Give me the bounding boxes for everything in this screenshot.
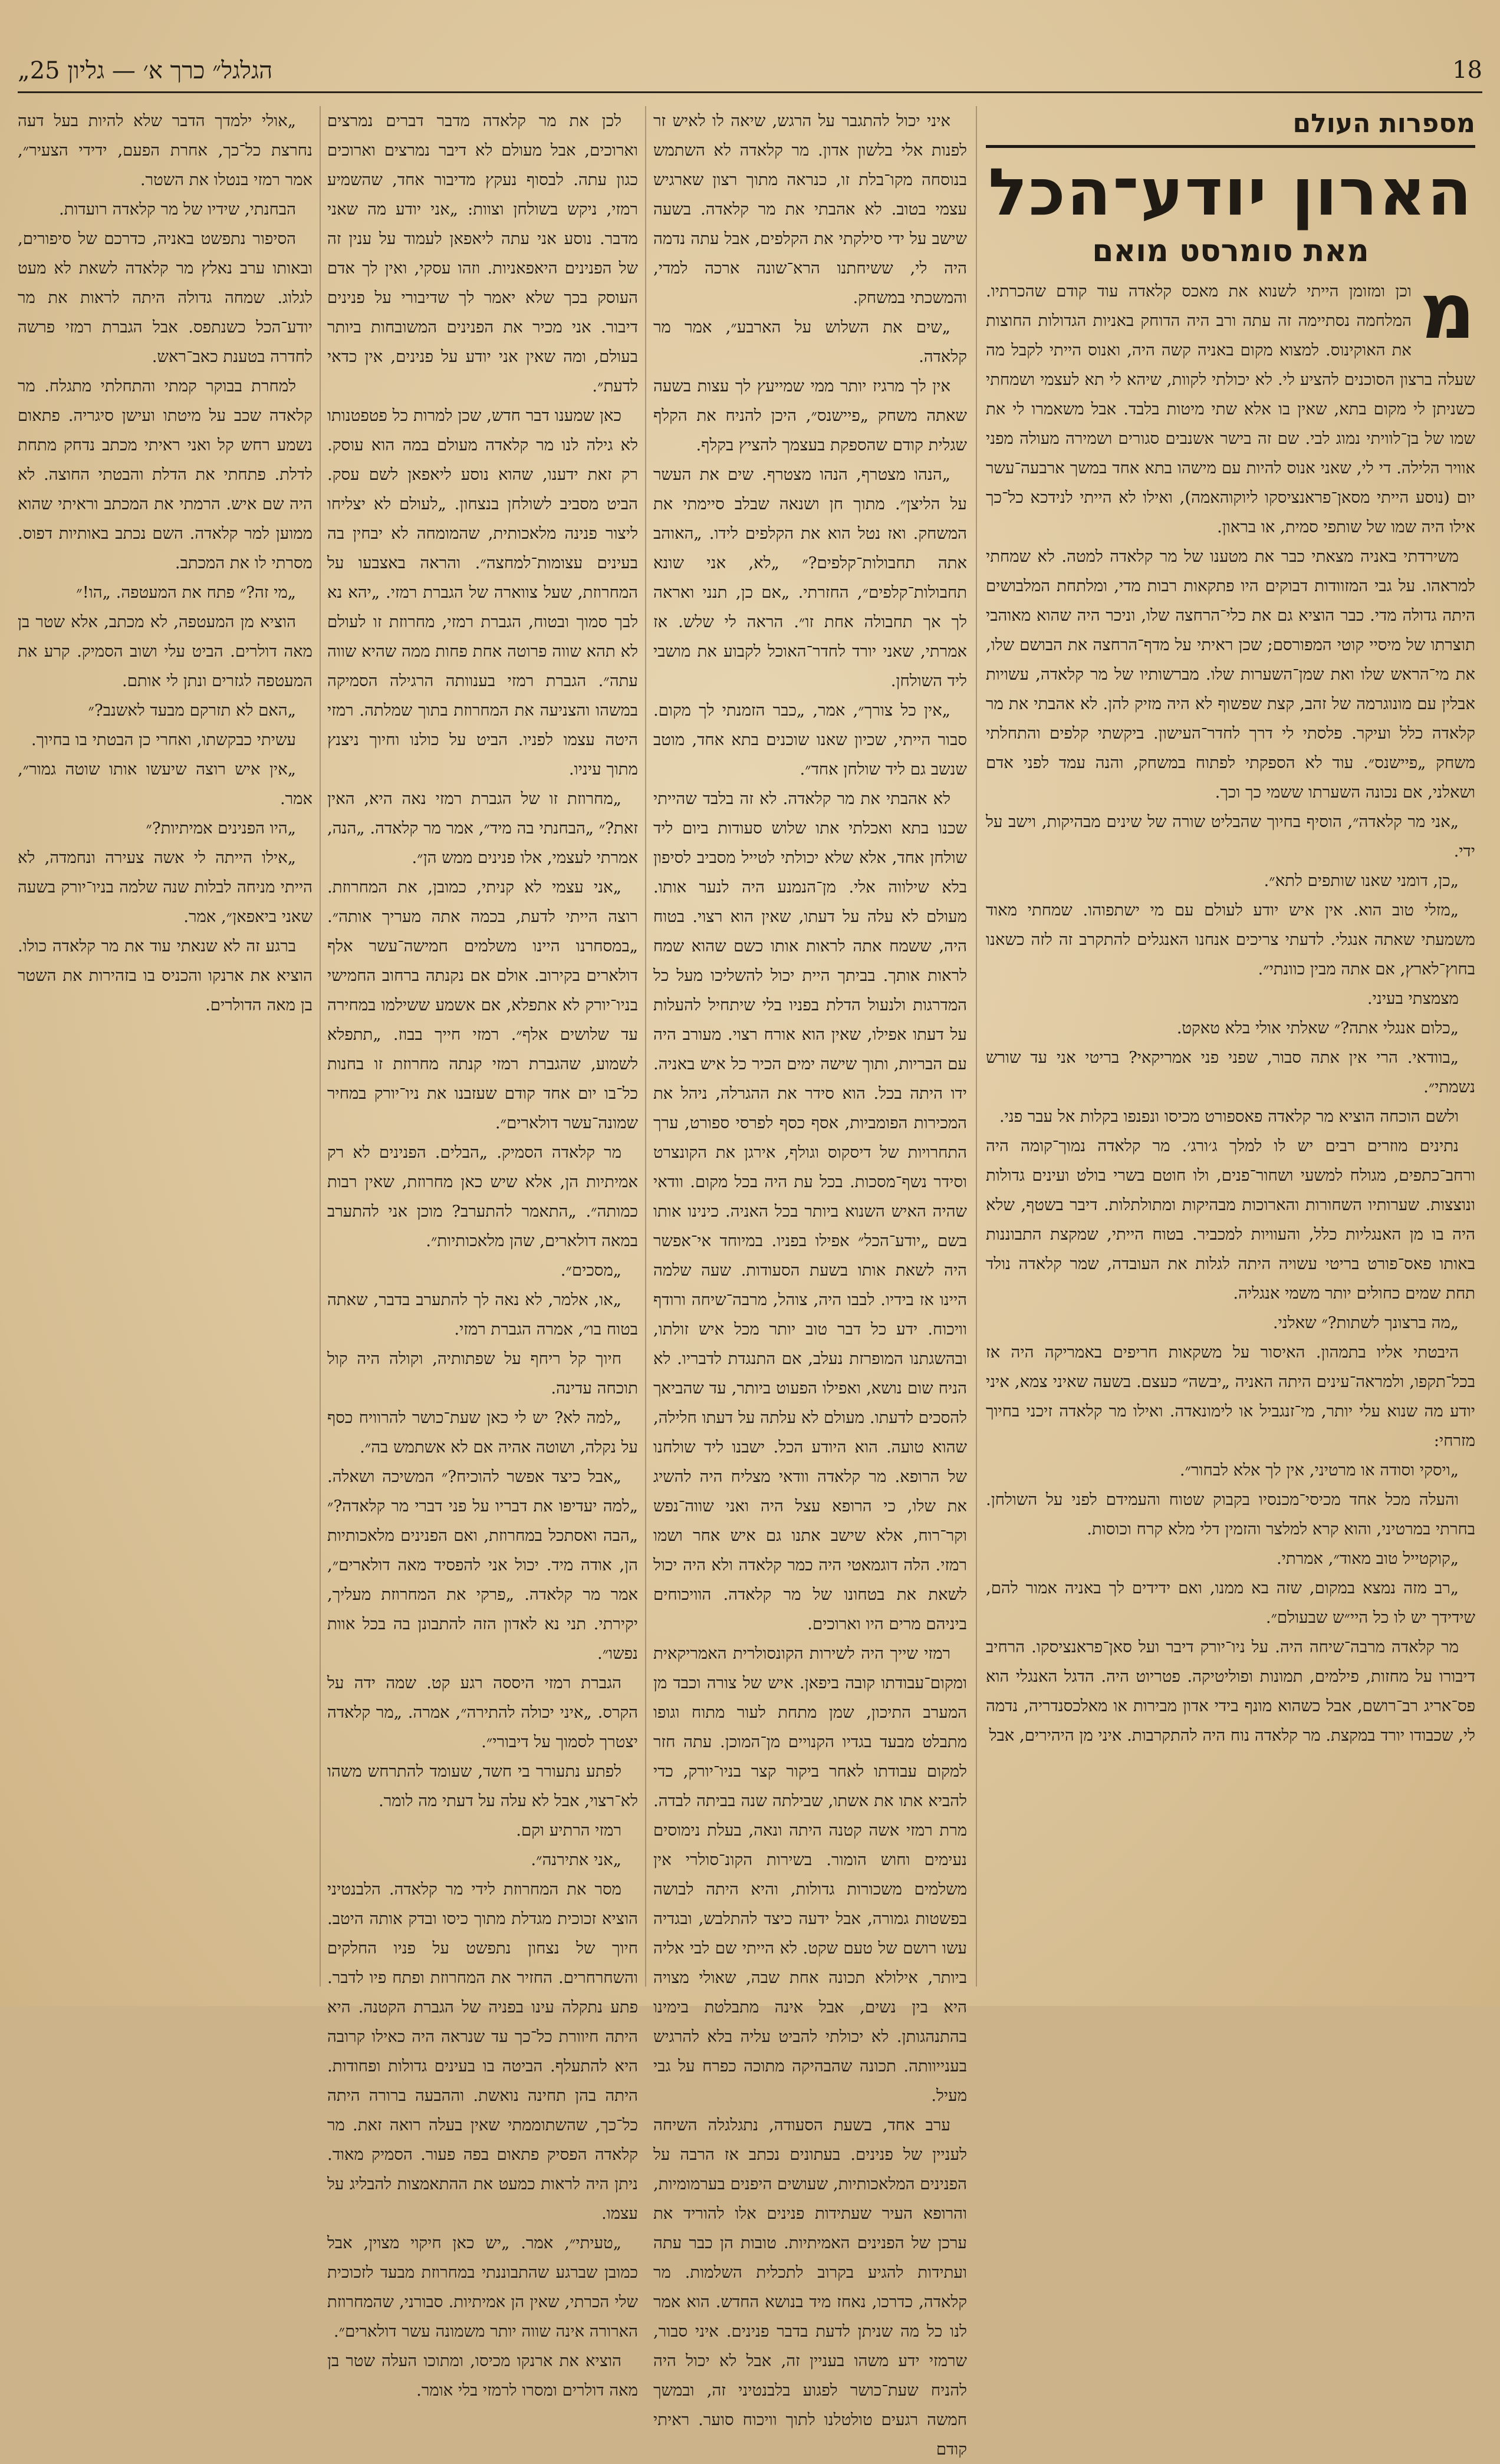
article-paragraph: הוציא מן המעטפה, לא מכתב, אלא שטר בן מאה דולרים. הביט עלי ושוב הסמיק. קרע את המעטפה לגזרים ונתן לי אותם. <box>18 612 312 690</box>
article-paragraph: „או, אלמר, לא נאה לך להתערב בדבר, שאתה בטוח בו״, אמרה הגברת רמזי. <box>327 1290 638 1339</box>
article-paragraph: „אין כל צורך״, אמר, „כבר הזמנתי לך מקום. סבור הייתי, שכיון שאנו שוכנים בתא אחד, מוטב שנשב גם ליד שולחן אחד״. <box>653 701 967 779</box>
article-paragraph: לכן את מר קלאדה מדבר דברים נמרצים וארוכים, אבל מעולם לא דיבר נמרצים וארוכים כגון עתה. לבסוף נעקץ מדיבור אחד, שהשמיע רמזי, ניקש בשולחן וצוות: „אני יודע מה שאני מדבר. נוסע אני עתה ליאפאן לעמוד על ענין זה של הפנינים היאפאניות. וזהו עסקי, ואין לך אדם העוסק בכך שלא יאמר לך שדיבורי על פנינים דיבור. אני מכיר את הפנינים המשובחות ביותר בעולם, ומה שאין אני יודע על פנינים, אין כדאי לדעת״. <box>327 111 638 396</box>
article-paragraph: „היו הפנינים אמיתיות?״ <box>146 819 296 838</box>
article-paragraph: מר קלאדה מרבה־שיחה היה. על ניו־יורק דיבר ועל סאן־פראנציסקו. הרחיב דיבורו על מחזות, פילמים, תמונות ופוליטיקה. פטריוט היה. הדגל האנגלי הוא פס־אריג רב־רושם, אבל כשהוא מונף בידי אדון מבירות או מאלכסנדריה, נדמה לי, שכבודו יורד במקצת. מר קלאדה נוח היה להתקרבות. איני מן היהירים, אבל <box>986 1638 1475 1745</box>
article-paragraph: „ויסקי וסודה או מרטיני, אין לך אלא לבחור״. <box>1179 1461 1459 1480</box>
article-paragraph: „אולי ילמדך הדבר שלא להיות בעל דעה נחרצת כל־כך, אחרת הפעם, ידידי הצעיר״, אמר רמזי בנטלו את השטר. <box>18 111 312 189</box>
section-rule <box>986 145 1475 148</box>
article-paragraph: „אילו הייתה לי אשה צעירה ונחמדה, לא הייתי מניחה לבלות שנה שלמה בניו־יורק בשעה שאני ביאפאן״, אמר. <box>18 848 312 926</box>
article-paragraph: „כלום אנגלי אתה?״ שאלתי אולי בלא טאקט. <box>1176 1019 1459 1037</box>
article-paragraph: „הנהו מצטרף, הנהו מצטרף. שים את העשר על הליצן״. מתוך חן ושנאה שבלב סיימתי את המשחק. ואז נטל הוא את הקלפים לידו. „האוהב אתה תחבולות־קלפים?״ „לא, אני שונא תחבולות־קלפים״, החזרתי. „אם כן, תנני ואראה לך אך תחבולה אחת זו״. הראה לי שלש. אז אמרתי, שאני יורד לחדר־האוכל לקבוע את מושבי ליד השולחן. <box>653 465 967 690</box>
article-paragraph: וכן ומזומן הייתי לשנוא את מאכס קלאדה עוד קודם שהכרתיו. המלחמה נסתיימה זה עתה ורב היה הדוחק באניות הגדולות החוצות את האוקינוס. למצוא מקום באניה קשה היה, ואנוס הייתי לקבל מה שעלה ברצון הסוכנים להציע לי. לא יכולתי לקוות, שיהא לי תא לעצמי ושמחתי כשניתן לי מקום בתא, שאין בו אלא שתי מיטות בלבד. אבל משאמרו לי את שמו של בן־לוויתי נמוג לבי. שם זה בישר אשנבים סגורים ושמירה מעולה מפני אוויר הלילה. די לי, שאני אנוס להיות עם מישהו בתא אחד במשך ארבעה־עשר יום (נוסע הייתי מסאן־פראנציסקו ליוקוהאמה), ואילו לא הייתי לנידכא כל־כך אילו היה שמו של שותפי סמית, או בראון. <box>986 282 1475 536</box>
article-paragraph: ערב אחד, בשעת הסעודה, נתגלגלה השיחה לעניין של פנינים. בעתונים נכתב אז הרבה על הפנינים המלאכותיות, שעושים היפנים בערמומיות, והרופא העיר שעתידות פנינים אלו להוריד את ערכן של הפנינים האמיתיות. טובות הן כבר עתה ועתידות להגיע בקרוב לתכלית השלמות. מר קלאדה, כדרכו, נאחז מיד בנושא החדש. הוא אמר לנו כל מה שניתן לדעת בדבר פנינים. איני סבור, שרמזי ידע משהו בעניין זה, אבל לא יכול היה להניח שעת־כושר לפגוע בלבנטיני זה, ובמשך חמשה רגעים טולטלנו לתוך וויכוח סוער. ראיתי קודם <box>653 2116 967 2459</box>
section-label: מספרות העולם <box>1292 108 1475 139</box>
column-4-body <box>18 106 312 1020</box>
article-paragraph: הסיפור נתפשט באניה, כדרכם של סיפורים, ובאותו ערב נאלץ מר קלאדה לשאת לא מעט לגלוג. שמחה גדולה היתה לראות את מר יודע־הכל כשנתפס. אבל הגברת רמזי פרשה לחדרה בטענת כאב־ראש. <box>18 229 312 366</box>
article-paragraph: „אני עצמי לא קניתי, כמובן, את המחרוזת. רוצה הייתי לדעת, בכמה אתה מעריך אותה״. „במסחרנו היינו משלמים חמישה־עשר אלף דולארים בקירוב. אולם אם נקנתה ברחוב החמישי בניו־יורק לא אתפלא, אם אשמע ששילמו במחירה עד שלושים אלף״. רמזי חייך בבוז. „תתפלא לשמוע, שהגברת רמזי קנתה מחרוזת זו בחנות כל־בו יום אחד קודם שעזבנו את ניו־יורק במחיר שמונה־עשר דולארים״. <box>327 878 638 1132</box>
article-paragraph: „רב מזה נמצא במקום, שזה בא ממנו, ואם ידידים לך באניה אמור להם, שידידך יש לו כל היי״ש שבעולם״. <box>986 1579 1475 1627</box>
column-2-body <box>653 106 967 2464</box>
article-paragraph: „אבל כיצד אפשר להוכיח?״ המשיכה ושאלה. „למה יעדיפו את דבריו על פני דברי מר קלאדה?״ „הבה ואסתכל במחרוזת, ואם הפנינים מלאכותיות הן, אודה מיד. יכול אני להפסיד מאה דולארים״, אמר מר קלאדה. „פרקי את המחרוזת מעליך, יקירתי. תני נא לאדון הזה להתבונן בה בכל אוות נפשו״. <box>327 1467 638 1663</box>
column-3-body <box>327 106 638 2405</box>
column-1-body <box>986 266 1476 1750</box>
article-paragraph: נתינים מוזרים רבים יש לו למלך ג׳ורג׳. מר קלאדה נמוך־קומה היה ורחב־כתפים, מגולח למשעי ושחור־פנים, ולו חוטם בשרי בולט ועינים גדולות ונוצצות. שערותיו השחורות והארוכות מבהיקות ומתולתלות. דיבר בשטף, שלא היה בו מן האנגליות כלל, והעוויות למכביר. בטוח הייתי, שמקצת התבוננות באותו פאס־פורט בריטי עשויה היתה לגלות את העובדה, שמר קלאדה נולד תחת שמים כחולים יותר משמי אנגליה. <box>986 1137 1476 1303</box>
article-paragraph: אין לך מרגיז יותר ממי שמייעץ לך עצות בשעה שאתה משחק „פיישנס״, היכן להניח את הקלף שגלית קודם שהספקת בעצמך להציץ בקלף. <box>653 377 967 454</box>
article-paragraph: „בוודאי. הרי אין אתה סבור, שפני פני אמריקאי? בריטי אני עד שורש נשמתי״. <box>986 1048 1475 1096</box>
column-rule <box>976 106 977 1987</box>
article-paragraph: הבחנתי, שידיו של מר קלאדה רועדות. <box>58 200 296 219</box>
article-paragraph: „קוקטייל טוב מאוד״, אמרתי. <box>1276 1549 1459 1568</box>
column-2 <box>653 106 967 2459</box>
article-paragraph: ברגע זה לא שנאתי עוד את מר קלאדה כולו. הוציא את ארנקו והכניס בו בזהירות את השטר בן מאה הדולרים. <box>18 937 312 1014</box>
article-paragraph: „מחרוזת זו של הגברת רמזי נאה היא, האין זאת?״ „הבחנתי בה מיד״, אמר מר קלאדה. „הנה, אמרתי לעצמי, אלו פנינים ממש הן״. <box>327 789 638 867</box>
article-paragraph: למחרת בבוקר קמתי והתחלתי מתגלח. מר קלאדה שכב על מיטתו ועישן סיגריה. פתאום נשמע רחש קל ואני ראיתי מכתב נדחק מתחת לדלת. פתחתי את הדלת והבטתי החוצה. לא היה שם איש. הרמתי את המכתב וראיתי שהוא ממוען למר קלאדה. השם נכתב באותיות דפוס. מסרתי לו את המכתב. <box>18 377 312 572</box>
article-paragraph: ולשם הוכחה הוציא מר קלאדה פאספורט מכיסו ונפנפו בקלות אל עבר פני. <box>999 1107 1459 1126</box>
article-paragraph: מר קלאדה הסמיק. „הבלים. הפנינים לא רק אמיתיות הן, אלא שיש כאן מחרוזת, שאין רבות כמותה״. „התאמר להתערב? מוכן אני להתערב במאה דולארים, שהן מלאכותיות״. <box>327 1143 638 1250</box>
article-paragraph: מסר את המחרוזת לידי מר קלאדה. הלבנטיני הוציא זכוכית מגדלת מתוך כיסו ובדק אותה היטב. חיוך של נצחון נתפשט על פניו החלקים והשחרחרים. החזיר את המחרוזת ופתח פיו לדבר. פתע נתקלה עינו בפניה של הגברת הקטנה. היא היתה חיוורת כל־כך עד שנראה היה כאילו קרובה היא להתעלף. הביטה בו בעינים גדולות ופחודות. היתה בהן תחינה נואשת. וההבעה ברורה היתה כל־כך, שהשתוממתי שאין בעלה רואה זאת. מר קלאדה הפסיק פתאום בפה פעור. הסמיק מאוד. ניתן היה לראות כמעט את ההתאמצות להבליג על עצמו. <box>327 1880 638 2223</box>
article-paragraph: „מסכים״. <box>560 1261 621 1280</box>
article-paragraph: „מי זה?״ פתח את המעטפה. „הו!״ <box>76 583 296 602</box>
page-number: 18 <box>1452 57 1482 84</box>
article-paragraph: מצמצתי בעיני. <box>1367 989 1459 1008</box>
article-paragraph: רמזי הרתיע וקם. <box>516 1821 621 1840</box>
article-paragraph: לא אהבתי את מר קלאדה. לא זה בלבד שהייתי שכנו בתא ואכלתי אתו שלוש סעודות ביום ליד שולחן אחד, אלא שלא יכולתי לטייל מסביב לסיפון בלא שילווה אלי. מן־הנמנע היה לנער אותו. מעולם לא עלה על דעתו, שאין הוא רצוי. בטוח היה, ששמח אתה לראות אותו כשם שהוא שמח לראות אותך. בביתך היית יכול להשליכו מעל כל המדרגות ולנעול הדלת בפניו בלי שיתחיל להעלות על דעתו אפילו, שאין הוא אורח רצוי. מעורב היה עם הבריות, ותוך שישה ימים הכיר כל איש באניה. ידו היתה בכל. הוא סידר את ההגרלה, ניהל את המכירות הפומביות, אסף כסף לפרסי ספורט, ערך התחרויות של דיסקוס וגולף, אירגן את הקונצרט וסידר נשף־מסכות. בכל עת היה בכל מקום. וודאי שהיה האיש השנוא ביותר בכל האניה. כינינו אותו בשם „יודע־הכל״ אפילו בפניו. במיוחד אי־אפשר היה לשאת אותו בשעת הסעודות. שעה שלמה היינו אז בידיו. לבבו היה, צוהל, מרבה־שיחה ורודף וויכוח. ידע כל דבר טוב יותר מכל איש זולתו, ובהשגתנו המופרזת נעלב, אם התנגדת לדבריו. לא הניח שום נושא, ואפילו הפעוט ביותר, עד שהביאך להסכים לדעתו. מעולם לא עלתה על דעתו חלילה, שהוא טועה. הוא היודע הכל. ישבנו ליד שולחנו של הרופא. מר קלאדה וודאי מצליח היה להשיג את שלו, כי הרופא עצל היה ואני שווה־נפש וקר־רוח, אלא שישב אתנו גם איש אחר ושמו רמזי. הלה דוגמאטי היה כמר קלאדה ולא היה יכול לשאת את בטחונו של מר קלאדה. הוויכוחים ביניהם מרים היו וארוכים. <box>653 789 967 1633</box>
column-3 <box>327 106 638 2400</box>
article-paragraph: „טעיתי״, אמר. „יש כאן חיקוי מצוין, אבל כמובן שברגע שהתבוננתי במחרוזת מבעד לזכוכית שלי הכרתי, שאין הן אמיתיות. סבורני, שהמחרוזת הארורה אינה שווה יותר משמונה עשר דולארים״. <box>327 2234 638 2341</box>
article-paragraph: חיוך קל ריחף על שפתותיה, וקולה היה קול תוכחה עדינה. <box>327 1349 638 1398</box>
article-paragraph: „אין איש רוצה שיעשו אותו שוטה גמור״, אמר. <box>18 760 312 808</box>
article-paragraph: והעלה מכל אחד מכיסי־מכנסיו בקבוק שטוח והעמידם לפני על השולחן. בחרתי במרטיני, והוא קרא למלצר והזמין דלי מלא קרח וכוסות. <box>986 1490 1475 1539</box>
article-paragraph: היבטתי אליו בתמהון. האיסור על משקאות חריפים באמריקה היה אז בכל־תקפו, ולמראה־עינים היתה האניה „יבשה״ כעצם. בשעה שאיני צמא, איני יודע מה שנוא עלי יותר, מי־זנגביל או לימונאדה. ואילו מר קלאדה זיכני בחיוך מזרחי: <box>986 1343 1475 1450</box>
header-rule <box>18 91 1482 93</box>
article-paragraph: עשיתי כבקשתו, ואחרי כן הבטתי בו בחיוך. <box>31 730 296 749</box>
article-paragraph: הגברת רמזי היססה רגע קט. שמה ידה על הקרס. „איני יכולה להתירה״, אמרה. „מר קלאדה יצטרך לסמוך על דיבורי״. <box>327 1674 638 1751</box>
article-paragraph: „כן, דומני שאנו שותפים לתא״. <box>1264 871 1459 890</box>
article-paragraph: כאן שמענו דבר חדש, שכן למרות כל פטפטנותו לא גילה לנו מר קלאדה מעולם במה הוא עוסק. רק זאת ידענו, שהוא נוסע ליאפאן לשם עסק. הביט מסביב לשולחן בנצחון. „לעולם לא יצליחו ליצור פנינה מלאכותית, שהמומחה לא יבחין בה בעינים עצומות־למחצה״. והראה באצבעו על המחרוזת, שעל צווארה של הגברת רמזי. „יהא נא לבך סמוך ובטוח, הגברת רמזי, מחרוזת זו לעולם לא תהא שווה פרוטה אחת פחות ממה שהיא שווה עתה״. הגברת רמזי בענוותה הרגילה הסמיקה במשהו והצניעה את המחרוזת בתוך שמלתה. רמזי היטה עצמו לפניו. הביט על כולנו וחיוך ניצנץ מתוך עיניו. <box>327 406 638 779</box>
article-paragraph: לפתע נתעורר בי חשד, שעומד להתרחש משהו לא־רצוי, אבל לא עלה על דעתי מה לומר. <box>327 1762 638 1810</box>
column-rule <box>645 106 646 1987</box>
byline: מאת סומרסט מואם <box>1092 233 1369 269</box>
column-1 <box>986 106 1475 1981</box>
drop-cap: מ <box>1419 266 1475 356</box>
article-paragraph: „מה ברצונך לשתות?״ שאלני. <box>1272 1313 1459 1332</box>
column-4 <box>18 106 312 1981</box>
article-paragraph: משירדתי באניה מצאתי כבר את מטענו של מר קלאדה למטה. לא שמחתי למראהו. על גבי המזוודות דבוקים היו פתקאות רבות מדי, ומלתחת המלבושים היתה גדולה מדי. כבר הוציא גם את כלי־הרחצה שלו, וניכר היה שהוא מאוהבי תוצרתו של מיסיי קוטי המפורסם; שכן ראיתי על מדף־הרחצה את הבושם שלו, את מי־הראש שלו ואת שמן־השערות שלו. מברשותיו של מר קלאדה, עשויות אבלין עם מונוגרמה של זהב, קצת שפשוף לא היה מזיק להן. לא אהבתי את מר קלאדה כלל ועיקר. פלסתי לי דרך לחדר־העישון. ביקשתי קלפים והתחלתי משחק „פיישנס״. עוד לא הספקתי לפתוח במשחק, והנה עמד לפני אדם ושאלני, אם נכונה השערתו ששמי כך וכך. <box>986 547 1475 802</box>
article-paragraph: „שים את השלוש על הארבע״, אמר מר קלאדה. <box>653 318 967 366</box>
article-paragraph: „האם לא תזרקם מבעד לאשנב?״ <box>88 701 296 720</box>
article-paragraph: „אני אתירנה״. <box>531 1850 621 1869</box>
article-paragraph: רמזי שייך היה לשירות הקונסולרית האמריקאית ומקום־עבודתו קובה ביפאן. איש של צורה וכבד מן המערב התיכון, שמן מתחת לעור מתוח וגופו מתבלט מבעד בגדיו הקנויים מן־המוכן. עתה חזר למקום עבודתו לאחר ביקור קצר בניו־יורק, כדי להביא אתו את אשתו, שבילתה שנה בביתה לבדה. מרת רמזי אשה קטנה היתה ונאה, בעלת נימוסים נעימים וחוש הומור. בשירות הקונ־סולרי אין משלמים משכורות גדולות, והיא היתה לבושה בפשטות גמורה, אבל ידעה כיצד להתלבש, ובגדיה עשו רושם של טעם שקט. לא הייתי שם לבי אליה ביותר, אילולא תכונה אחת שבה, שאולי מצויה היא בין נשים, אבל אינה מתבלטת בימינו בהתנהגותן. לא יכולתי להביט עליה בלא להרגיש בענייוותה. תכונה שהבהיקה מתוכה כפרח על גבי מעיל. <box>653 1644 967 2105</box>
article-paragraph: „מזלי טוב הוא. אין איש יודע לעולם עם מי ישתפוהו. שמחתי מאוד משמעתי שאתה אנגלי. לדעתי צריכים אנחנו האנגלים להתקרב זה לזה כשאנו בחוץ־לארץ, אם אתה מבין כוונתי״. <box>986 901 1475 979</box>
article-paragraph: איני יכול להתגבר על הרגש, שיאה לו לאיש זר לפנות אלי בלשון אדון. מר קלאדה לא השתמש בנוסחה מקו־בלת זו, כנראה מתוך רצון שארגיש עצמי בטוב. לא אהבתי את מר קלאדה. בשעה שישב על ידי סילקתי את הקלפים, אבל עתה נדמה היה לי, ששיחתנו הרא־שונה ארכה למדי, והמשכתי במשחק. <box>653 111 967 307</box>
article-paragraph: „למה לא? יש לי כאן שעת־כושר להרוויח כסף על נקלה, ושוטה אהיה אם לא אשתמש בה״. <box>327 1408 638 1457</box>
running-head <box>18 57 1482 92</box>
article-paragraph: „אני מר קלאדה״, הוסיף בחיוך שהבליט שורה של שינים מבהיקות, וישב על ידי. <box>986 812 1475 861</box>
column-rule <box>320 106 321 1987</box>
running-title: „הגלגל״ כרך א׳ — גליון 25 <box>18 57 273 84</box>
article-paragraph: הוציא את ארנקו מכיסו, ומתוכו העלה שטר בן מאה דולרים ומסרו לרמזי בלי אומר. <box>327 2351 638 2400</box>
story-title: הארון יודע־הכל <box>988 154 1473 230</box>
